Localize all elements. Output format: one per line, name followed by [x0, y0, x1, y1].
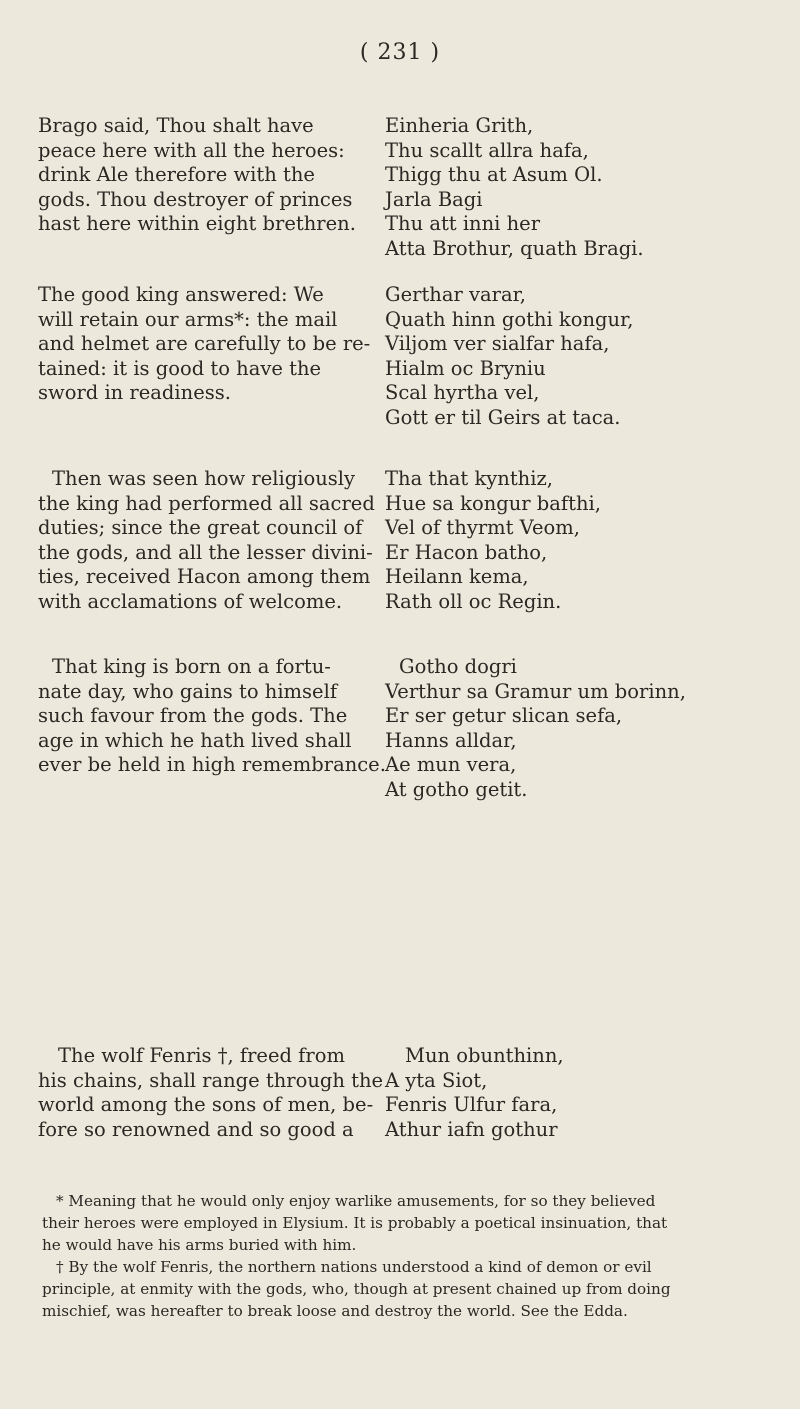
text-line: Gerthar varar,	[385, 283, 526, 306]
text-line: Scal hyrtha vel,	[385, 381, 540, 404]
text-line: Er Hacon batho,	[385, 540, 548, 564]
text-line: age in which he hath lived shall	[38, 728, 352, 752]
text-line: Mun obunthinn,	[405, 1044, 564, 1067]
text-line: Athur iafn gothur	[385, 1117, 558, 1141]
footnotes	[42, 1190, 762, 1322]
text-line: nate day, who gains to himself	[38, 679, 338, 703]
text-line: Vel of thyrmt Veom,	[385, 516, 580, 539]
footnote-line: their heroes were employed in Elysium. It is probably a poetical insinuation, that	[42, 1214, 668, 1232]
text-line: Hialm oc Bryniu	[385, 356, 546, 380]
text-line: such favour from the gods. The	[38, 704, 348, 727]
text-line: the king had performed all sacred	[38, 491, 375, 515]
text-line: with acclamations of welcome.	[38, 589, 343, 613]
text-line: fore so renowned and so good a	[38, 1117, 354, 1141]
text-line: his chains, shall range through the	[38, 1068, 384, 1092]
text-line: will retain our arms*: the mail	[38, 307, 338, 331]
text-line: sword in readiness.	[38, 381, 231, 404]
text-line: Rath oll oc Regin.	[385, 589, 562, 613]
english-stanza-3	[38, 467, 375, 614]
text-line: the gods, and all the lesser divini-	[38, 540, 373, 564]
text-line: Jarla Bagi	[385, 187, 483, 211]
text-line: Ae mun vera,	[385, 753, 517, 776]
text-line: Er ser getur slican sefa,	[385, 704, 623, 727]
text-line: Heilann kema,	[385, 565, 529, 588]
text-line: ties, received Hacon among them	[38, 565, 371, 588]
text-line: Gotho dogri	[399, 655, 517, 678]
text-line: The good king answered: We	[38, 283, 324, 306]
text-line: Thu att inni her	[385, 212, 541, 235]
footnote-line: † By the wolf Fenris, the northern nations understood a kind of demon or evil	[56, 1258, 652, 1276]
text-line: Thu scallt allra hafa,	[385, 138, 589, 162]
icelandic-stanza-3	[385, 467, 785, 614]
english-stanza-4	[38, 655, 386, 778]
text-line: gods. Thou destroyer of princes	[38, 187, 353, 211]
text-line: At gotho getit.	[385, 777, 528, 801]
footnote-line: * Meaning that he would only enjoy warlike amusements, for so they believed	[56, 1192, 656, 1210]
text-line: Then was seen how religiously	[52, 467, 356, 490]
text-line: Viljom ver sialfar hafa,	[385, 332, 610, 355]
text-line: That king is born on a fortu-	[52, 655, 331, 678]
footnote-line: principle, at enmity with the gods, who, though at present chained up from doing	[42, 1280, 671, 1298]
text-line: drink Ale therefore with the	[38, 163, 315, 186]
text-line: world among the sons of men, be-	[38, 1093, 374, 1116]
icelandic-stanza-4	[385, 655, 785, 802]
text-line: tained: it is good to have the	[38, 356, 322, 380]
text-line: Verthur sa Gramur um borinn,	[385, 679, 686, 703]
footnote-line: he would have his arms buried with him.	[42, 1236, 357, 1254]
icelandic-stanza-2	[385, 283, 785, 430]
text-line: A yta Siot,	[385, 1068, 488, 1092]
text-line: Tha that kynthiz,	[385, 467, 553, 490]
english-stanza-1	[38, 114, 356, 237]
footnote-line: mischief, was hereafter to break loose and destroy the world. See the Edda.	[42, 1302, 628, 1320]
text-line: hast here within eight brethren.	[38, 212, 356, 235]
text-line: Thigg thu at Asum Ol.	[385, 163, 603, 186]
text-line: peace here with all the heroes:	[38, 138, 345, 162]
english-stanza-5	[38, 1044, 384, 1142]
text-line: and helmet are carefully to be re-	[38, 332, 371, 355]
text-line: Hanns alldar,	[385, 728, 517, 752]
text-line: Atta Brothur, quath Bragi.	[385, 236, 644, 260]
text-line: Brago said, Thou shalt have	[38, 114, 314, 137]
text-line: Quath hinn gothi kongur,	[385, 307, 634, 331]
icelandic-stanza-5	[385, 1044, 785, 1142]
page-number: ( 231 )	[359, 40, 441, 65]
text-line: Fenris Ulfur fara,	[385, 1093, 558, 1116]
text-line: duties; since the great council of	[38, 516, 363, 539]
text-line: Einheria Grith,	[385, 114, 534, 137]
text-line: Gott er til Geirs at taca.	[385, 405, 621, 429]
text-line: Hue sa kongur bafthi,	[385, 491, 601, 515]
icelandic-stanza-1	[385, 114, 785, 261]
text-line: The wolf Fenris †, freed from	[58, 1044, 345, 1067]
text-line: ever be held in high remembrance.	[38, 753, 386, 776]
english-stanza-2	[38, 283, 371, 406]
